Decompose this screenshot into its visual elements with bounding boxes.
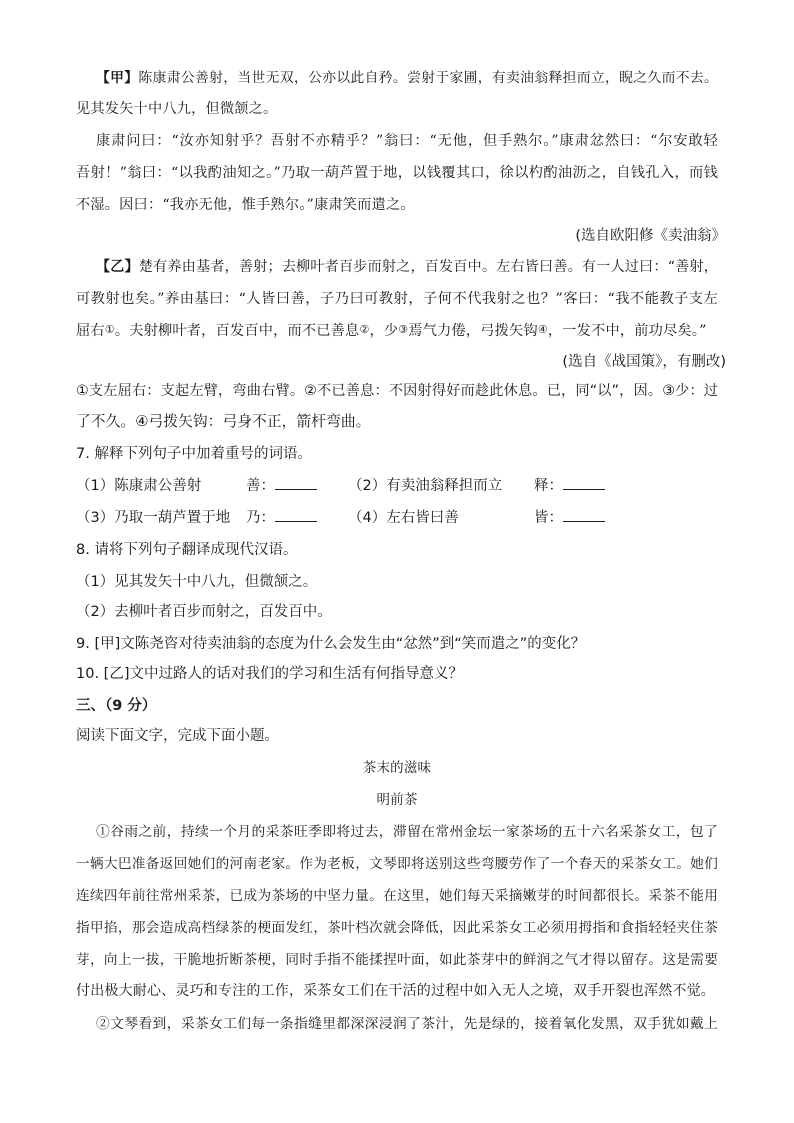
passage-a-line-4: 吾射！”翁曰：“以我酌油知之。”乃取一葫芦置于地，以钱覆其口，徐以杓酌油沥之，自钱孔入，而钱 — [76, 165, 718, 181]
question-10: 10. [乙]文中过路人的话对我们的学习和生活有何指导意义？ — [76, 666, 463, 682]
passage-a-source: (选自欧阳修《卖油翁》 — [575, 228, 726, 244]
question-7: 7. 解释下列句子中加着重号的词语。 — [76, 446, 312, 462]
question-8: 8. 请将下列句子翻译成现代汉语。 — [76, 542, 298, 558]
answer-blank[interactable] — [563, 509, 605, 522]
q7-item-3-word: 乃： — [246, 506, 317, 527]
q7-row-1 — [76, 474, 718, 496]
article-p1-line-1: ①谷雨之前，持续一个月的采茶旺季即将过去，滞留在常州金坛一家茶场的五十六名采茶女工，包了 — [96, 824, 718, 840]
article-p1-line-4: 指甲掐，那会造成高档绿茶的梗面发红，茶叶档次就会降低，因此采茶女工必须用拇指和食指轻轻夹住茶 — [76, 920, 718, 936]
article-p1-line-2: 一辆大巴准备返回她们的河南老家。作为老板，文琴即将送别这些弯腰劳作了一个春天的采茶女工。她们 — [76, 856, 718, 872]
passage-a-label: 【甲】 — [96, 70, 139, 86]
q7-item-2: （2）有卖油翁释担而立 — [348, 478, 503, 494]
passage-a-line-3: 康肃问曰：“汝亦知射乎？吾射不亦精乎？”翁曰：“无他，但手熟尔。”康肃忿然曰：“尔安敢轻 — [96, 133, 718, 149]
answer-blank[interactable] — [275, 477, 317, 490]
passage-b-line-2: 可教射也矣。”养由基曰：“人皆曰善，子乃曰可教射，子何不代我射之也？”客曰：“我不能教子支左 — [76, 291, 718, 307]
passage-b-line-3: 屈右①。夫射柳叶者，百发百中，而不已善息②，少③焉气力倦，弓拨矢钩④，一发不中，前功尽矣。” — [76, 323, 707, 339]
q7-item-4-word: 皆： — [534, 506, 605, 527]
passage-a-line-2: 见其发矢十中八九，但微颔之。 — [76, 101, 278, 117]
article-p2-line-1: ②文琴看到，采茶女工们每一条指缝里都深深浸润了茶汁，先是绿的，接着氧化发黑，双手犹如戴上 — [96, 1016, 718, 1032]
notes-line-1: ①支左屈右：支起左臂，弯曲右臂。②不已善息：不因射得好而趁此休息。已，同“以”，因。③少：过 — [76, 383, 718, 399]
article-p1-line-5: 芽，向上一拔，干脆地折断茶梗，同时手指不能揉捏叶面，如此茶芽中的鲜润之气才得以留存。这是需要 — [76, 952, 718, 968]
q7-item-3: （3）乃取一葫芦置于地 — [76, 510, 231, 526]
q8-item-1: （1）见其发矢十中八九，但微颔之。 — [76, 574, 318, 590]
answer-blank[interactable] — [563, 477, 605, 490]
section-3-instruction: 阅读下面文字，完成下面小题。 — [76, 728, 279, 744]
passage-a-line-5: 不湿。因曰：“我亦无他，惟手熟尔。”康肃笑而遣之。 — [76, 197, 415, 213]
section-3-heading: 三、（9 分） — [76, 698, 157, 714]
passage-a-line-1: 【甲】陈康肃公善射，当世无双，公亦以此自矜。尝射于家圃，有卖油翁释担而立，睨之久而不去。 — [96, 70, 718, 86]
note-marker-2: ② — [359, 323, 370, 336]
note-marker-1: ① — [104, 323, 115, 336]
article-author: 明前茶 — [376, 792, 418, 808]
passage-b-line-1: 【乙】楚有养由基者，善射；去柳叶者百步而射之，百发百中。左右皆曰善。有一人过曰：“善射， — [96, 259, 718, 275]
note-marker-4: ④ — [537, 323, 548, 336]
article-p1-line-3: 连续四年前往常州采茶，已成为茶场的中坚力量。在这里，她们每天采摘嫩芽的时间都很长。采茶不能用 — [76, 888, 718, 904]
q7-item-1: （1）陈康肃公善射 — [76, 478, 202, 494]
q7-item-2-word: 释： — [534, 474, 605, 495]
passage-b-source: (选自《战国策》，有删改) — [562, 354, 726, 370]
q7-row-2 — [76, 506, 718, 528]
notes-line-2: 了不久。④弓拨矢钩：弓身不正，箭杆弯曲。 — [76, 413, 371, 430]
note-marker-3: ③ — [398, 323, 409, 336]
article-p1-line-6: 付出极大耐心、灵巧和专注的工作，采茶女工们在干活的过程中如入无人之境，双手开裂也浑然不觉。 — [76, 983, 715, 999]
article-title: 茶末的滋味 — [362, 760, 432, 776]
passage-b-label: 【乙】 — [96, 259, 139, 275]
answer-blank[interactable] — [275, 509, 317, 522]
q7-item-1-word: 善： — [246, 474, 317, 495]
q8-item-2: （2）去柳叶者百步而射之，百发百中。 — [76, 604, 332, 620]
q7-item-4: （4）左右皆曰善 — [348, 510, 459, 526]
question-9: 9. [甲]文陈尧咨对待卖油翁的态度为什么会发生由“忿然”到“笑而遣之”的变化？ — [76, 636, 586, 652]
